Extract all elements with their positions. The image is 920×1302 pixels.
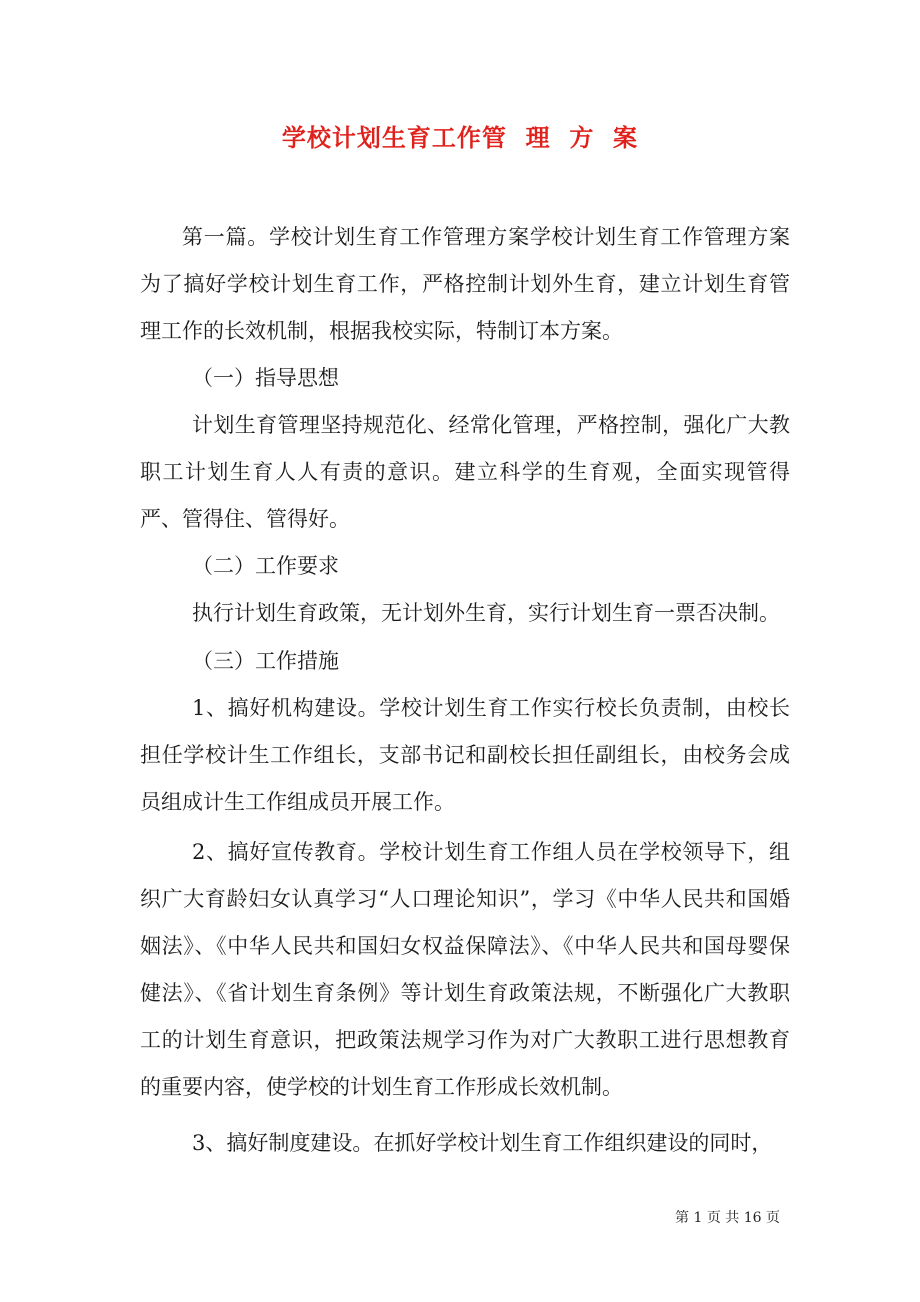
page-number: 第 1 页 共 16 页 — [675, 1210, 780, 1226]
paragraph-measure-1: 1、搞好机构建设。学校计划生育工作实行校长负责制，由校长担任学校计生工作组长，支部书记和副校长担任副组长，由校务会成员组成计生工作组成员开展工作。 — [140, 696, 790, 814]
heading-work-measures: （三）工作措施 — [192, 649, 339, 673]
paragraph-guiding-ideology: 计划生育管理坚持规范化、经常化管理，严格控制，强化广大教职工计划生育人人有责的意识。建立科学的生育观，全面实现管得严、管得住、管得好。 — [140, 413, 790, 531]
heading-work-requirements: （二）工作要求 — [192, 554, 339, 578]
heading-guiding-ideology: （一）指导思想 — [192, 366, 339, 390]
paragraph-work-requirements: 执行计划生育政策，无计划外生育，实行计划生育一票否决制。 — [192, 601, 780, 625]
paragraph-measure-3: 3、搞好制度建设。在抓好学校计划生育工作组织建设的同时， — [192, 1131, 773, 1155]
paragraph-intro: 第一篇。学校计划生育工作管理方案学校计划生育工作管理方案为了搞好学校计划生育工作，严格控制计划外生育，建立计划生育管理工作的长效机制，根据我校实际，特制订本方案。 — [140, 225, 790, 343]
document-title: 学校计划生育工作管 理 方 案 — [281, 123, 639, 152]
paragraph-measure-2: 2、搞好宣传教育。学校计划生育工作组人员在学校领导下，组织广大育龄妇女认真学习“人口理论知识”，学习《中华人民共和国婚姻法》、《中华人民共和国妇女权益保障法》、《中华人民共和国母婴保健法》、《省计划生育条例》等计划生育政策法规，不断强化广大教职工的计划生育意识，把政策法规学习作为对广大教职工进行思想教育的重要内容，使学校的计划生育工作形成长效机制。 — [140, 840, 790, 1099]
